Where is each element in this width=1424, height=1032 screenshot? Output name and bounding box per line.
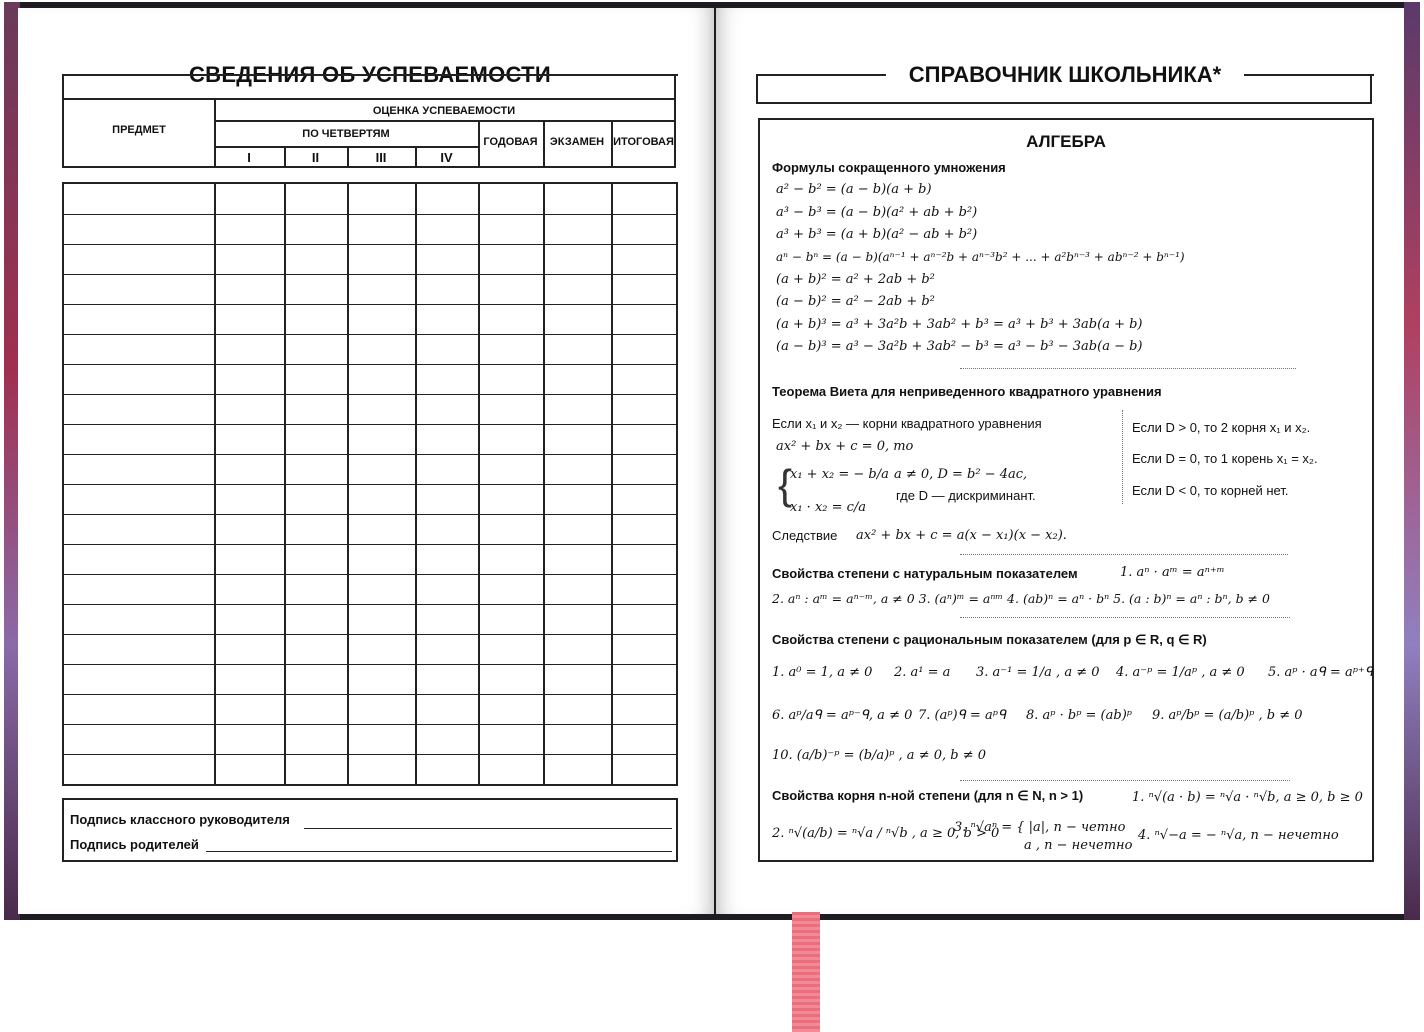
grid-row-divider <box>64 694 676 695</box>
vieta-case-1: Если D > 0, то 2 корня x₁ и x₂. <box>1132 420 1311 435</box>
root-3-odd: a , n − нечетно <box>1024 838 1133 853</box>
grid-row-divider <box>64 664 676 665</box>
header-quarter-4: IV <box>440 150 453 165</box>
section-rational-powers: Свойства степени с рациональным показателем (для p ∈ R, q ∈ R) <box>772 632 1207 647</box>
root-3: 3. ⁿ√aⁿ = { |a|, n − четно <box>954 820 1126 835</box>
header-subject: ПРЕДМЕТ <box>112 124 166 136</box>
vieta-case-2: Если D = 0, то 1 корень x₁ = x₂. <box>1132 451 1318 466</box>
grid-row-divider <box>64 334 676 335</box>
natural-powers-rest: 2. aⁿ : aᵐ = aⁿ⁻ᵐ, a ≠ 0 3. (aⁿ)ᵐ = aⁿᵐ 4. (ab)ⁿ = aⁿ · bⁿ 5. (a : b)ⁿ = aⁿ : bⁿ, b ≠ 0 <box>772 591 1270 606</box>
rational-6: 6. aᵖ/aᑫ = aᵖ⁻ᑫ, a ≠ 0 <box>772 708 913 723</box>
corollary-label: Следствие <box>772 528 838 543</box>
teacher-signature-label: Подпись классного руководителя <box>70 812 290 827</box>
grid-row-divider <box>64 484 676 485</box>
grid-row-divider <box>64 364 676 365</box>
header-exam: ЭКЗАМЕН <box>549 136 605 148</box>
rational-8: 8. aᵖ · bᵖ = (ab)ᵖ <box>1026 708 1132 723</box>
rational-10: 10. (a/b)⁻ᵖ = (b/a)ᵖ , a ≠ 0, b ≠ 0 <box>772 748 987 763</box>
root-2: 2. ⁿ√(a/b) = ⁿ√a / ⁿ√b , a ≥ 0, b > 0 <box>772 826 1000 841</box>
formula-3: a³ + b³ = (a + b)(a² − ab + b²) <box>776 227 978 242</box>
grid-row-divider <box>64 244 676 245</box>
header-quarter-3: III <box>375 150 387 165</box>
vieta-discriminant: где D — дискриминант. <box>896 488 1036 503</box>
formula-4: aⁿ − bⁿ = (a − b)(aⁿ⁻¹ + aⁿ⁻²b + aⁿ⁻³b² + ... + a²bⁿ⁻³ + abⁿ⁻² + bⁿ⁻¹) <box>776 250 1185 264</box>
grid-row-divider <box>64 724 676 725</box>
corollary-formula: ax² + bx + c = a(x − x₁)(x − x₂). <box>856 528 1067 543</box>
section-natural-powers: Свойства степени с натуральным показателем <box>772 566 1078 581</box>
section-abbrev-multiplication: Формулы сокращенного умножения <box>772 160 1006 175</box>
grid-row-divider <box>64 544 676 545</box>
root-4: 4. ⁿ√−a = − ⁿ√a, n − нечетно <box>1138 828 1339 843</box>
root-1: 1. ⁿ√(a · b) = ⁿ√a · ⁿ√b, a ≥ 0, b ≥ 0 <box>1132 790 1363 805</box>
formula-1: a² − b² = (a − b)(a + b) <box>776 182 932 197</box>
rational-4: 4. a⁻ᵖ = 1/aᵖ , a ≠ 0 <box>1116 665 1245 680</box>
vieta-condition: a ≠ 0, D = b² − 4ac, <box>894 467 1028 482</box>
grades-grid[interactable] <box>62 182 678 786</box>
grid-row-divider <box>64 514 676 515</box>
grid-row-divider <box>64 754 676 755</box>
grid-row-divider <box>64 304 676 305</box>
signature-box <box>62 798 678 862</box>
formula-7: (a + b)³ = a³ + 3a²b + 3ab² + b³ = a³ + b³ + 3ab(a + b) <box>776 317 1143 332</box>
section-roots: Свойства корня n-ной степени (для n ∈ N, n > 1) <box>772 788 1084 803</box>
grades-header-table <box>62 74 676 168</box>
grid-row-divider <box>64 274 676 275</box>
vieta-product: x₁ · x₂ = c/a <box>790 500 867 515</box>
reference-frame <box>758 118 1374 862</box>
header-annual: ГОДОВАЯ <box>483 136 538 148</box>
rational-9: 9. aᵖ/bᵖ = (a/b)ᵖ , b ≠ 0 <box>1152 708 1303 723</box>
vieta-line-2: ax² + bx + c = 0, то <box>776 439 914 454</box>
vieta-case-3: Если D < 0, то корней нет. <box>1132 483 1289 498</box>
vieta-line-1: Если x₁ и x₂ — корни квадратного уравнения <box>772 416 1042 431</box>
header-quarter-2: II <box>311 150 320 165</box>
reference-title-block <box>756 60 1374 106</box>
formula-2: a³ − b³ = (a − b)(a² + ab + b²) <box>776 205 978 220</box>
grades-title: СВЕДЕНИЯ ОБ УСПЕВАЕМОСТИ <box>175 62 565 87</box>
grid-row-divider <box>64 424 676 425</box>
rational-7: 7. (aᵖ)ᑫ = aᵖᑫ <box>918 708 1007 723</box>
system-brace: { <box>778 461 793 508</box>
grid-row-divider <box>64 394 676 395</box>
parents-signature-line[interactable] <box>206 851 672 852</box>
parents-signature-label: Подпись родителей <box>70 837 199 852</box>
rational-1: 1. a⁰ = 1, a ≠ 0 <box>772 665 873 680</box>
formula-5: (a + b)² = a² + 2ab + b² <box>776 272 935 287</box>
grid-row-divider <box>64 634 676 635</box>
header-quarters-group: ПО ЧЕТВЕРТЯМ <box>302 128 390 140</box>
header-quarter-1: I <box>247 150 251 165</box>
grid-row-divider <box>64 454 676 455</box>
algebra-heading: АЛГЕБРА <box>1026 132 1106 151</box>
rational-2: 2. a¹ = a <box>894 665 951 680</box>
grid-row-divider <box>64 574 676 575</box>
section-vieta: Теорема Виета для неприведенного квадратного уравнения <box>772 384 1162 399</box>
natural-power-1: 1. aⁿ · aᵐ = aⁿ⁺ᵐ <box>1120 565 1225 580</box>
header-final: ИТОГОВАЯ <box>613 136 674 148</box>
header-grade-group: ОЦЕНКА УСПЕВАЕМОСТИ <box>372 105 516 117</box>
rational-5: 5. aᵖ · aᑫ = aᵖ⁺ᑫ <box>1268 665 1373 680</box>
reference-title: СПРАВОЧНИК ШКОЛЬНИКА* <box>908 62 1222 87</box>
bookmark-ribbon[interactable] <box>792 912 820 1032</box>
formula-6: (a − b)² = a² − 2ab + b² <box>776 294 935 309</box>
teacher-signature-line[interactable] <box>304 828 672 829</box>
vieta-sum: x₁ + x₂ = − b/a <box>790 467 889 482</box>
formula-8: (a − b)³ = a³ − 3a²b + 3ab² − b³ = a³ − b³ − 3ab(a − b) <box>776 339 1143 354</box>
grid-row-divider <box>64 604 676 605</box>
cover-edge-right <box>1404 2 1420 920</box>
grid-row-divider <box>64 214 676 215</box>
rational-3: 3. a⁻¹ = 1/a , a ≠ 0 <box>976 665 1100 680</box>
